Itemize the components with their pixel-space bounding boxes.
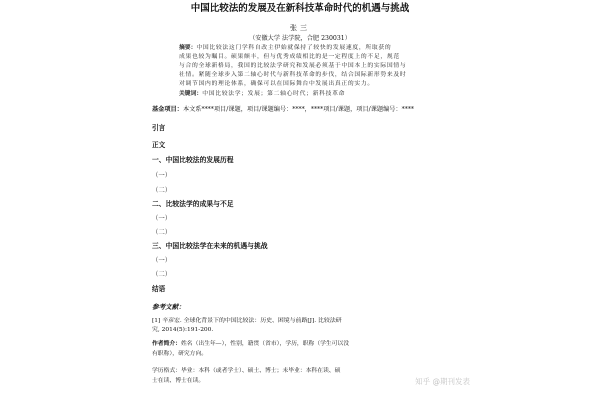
section-heading: 二、比较法学的成果与不足	[152, 200, 234, 208]
body-heading: 正文	[152, 141, 166, 149]
abstract-line: 成果也较为瞩目。硕果颇丰，但与优秀成绩相比的是一定程度上的不足，规范	[179, 54, 400, 60]
author-intro-line	[152, 342, 349, 348]
abstract-line: 社情。紧随全球步入第二轴心时代与新科技革命的步伐，结合国际新形势来及时	[179, 72, 407, 78]
abstract-text: 中国比较法这门学科自改主伊始就保持了较快的发展速度，所取获的	[196, 45, 392, 51]
reference-entry: 究, 2014(5):191-200.	[152, 327, 214, 333]
references-heading: 参考文献：	[152, 303, 185, 311]
keywords-label: 关键词：	[179, 91, 203, 97]
fund-text: 本文系****项目/课题，项目/课题编号：****，****项目/课题，项目/课题编号：****	[182, 106, 415, 113]
subsection-marker: （一）	[152, 256, 172, 264]
abstract-line: 对调节国内的理论体系，确保可以在国际舞台中发展出真正的实力。	[179, 81, 374, 87]
subsection-marker: （二）	[152, 270, 172, 278]
abstract-label: 摘要：	[179, 45, 197, 51]
author-intro-text: 姓名（出生年—），性别，籍贯（省市），学历，职称（学生可以没	[181, 341, 350, 347]
abstract-line	[179, 46, 391, 52]
subsection-marker: （二）	[152, 228, 172, 236]
conclusion-heading: 结语	[152, 285, 166, 293]
degree-format-line: 士在读、博士在读。	[152, 378, 205, 384]
reference-entry: [1] 辛彦宏. 全球化背景下的中国比较法：历史、困境与前路[J]. 比较法研	[152, 318, 342, 324]
author-affiliation: （安徽大学 法学院，合肥 230031）	[249, 35, 351, 42]
paper-title: 中国比较法的发展及在新科技革命时代的机遇与挑战	[190, 3, 410, 14]
fund-label: 基金项目：	[152, 106, 183, 113]
subsection-marker: （二）	[152, 186, 172, 194]
fund-line	[152, 107, 414, 113]
section-heading: 三、中国比较法学在未来的机遇与挑战	[152, 242, 268, 250]
author-intro-label: 作者简介：	[152, 341, 181, 347]
degree-format-line: 学历格式：毕业：本科（或者学士）、硕士、博士；未毕业：本科在读、硕	[152, 368, 341, 374]
keywords-text: 中国比较法学；发展；第二轴心时代；新科技革命	[202, 91, 346, 97]
intro-heading: 引言	[152, 124, 166, 132]
section-heading: 一、中国比较法的发展历程	[152, 156, 234, 164]
keywords-line	[179, 92, 345, 98]
author-name: 张三	[290, 24, 310, 32]
subsection-marker: （一）	[152, 171, 172, 179]
subsection-marker: （一）	[152, 214, 172, 222]
watermark-text: 知乎 @期刊发表	[415, 377, 470, 386]
author-intro-line: 有职称），研究方向。	[152, 351, 208, 357]
abstract-line: 与合的全球新格局，我国的比较法学研究和发展必须基于中国本上的实际国情与	[179, 63, 407, 69]
